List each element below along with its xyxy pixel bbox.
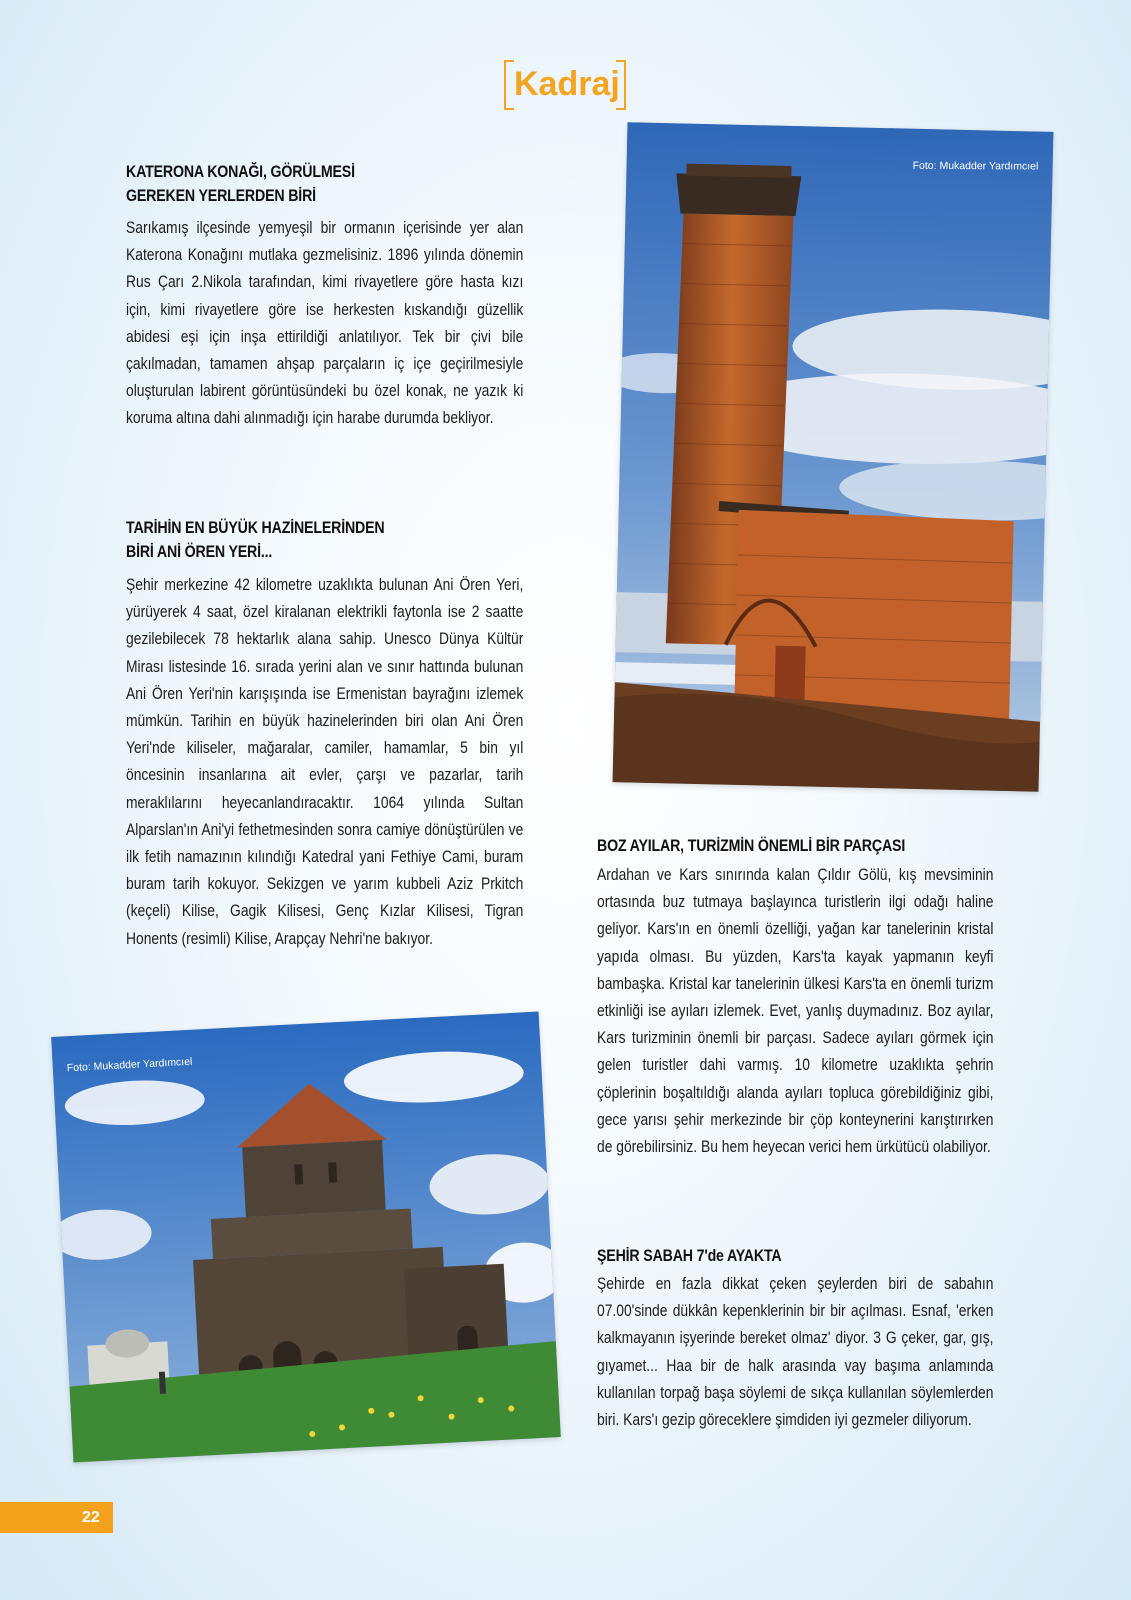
logo-text: Kadraj (514, 65, 620, 103)
minaret-photo (613, 122, 1054, 791)
heading-line: TARİHİN EN BÜYÜK HAZİNELERİNDEN (126, 519, 385, 537)
section-body-sehir-sabah: Şehirde en fazla dikkat çeken şeylerden biri de sabahın 07.00'sinde dükkân kepenklerinin bir bir açılması. Esnaf, 'erken kalkmayanın işyerinde bereket olmaz' diyor. 3 G çeker, gar, gış, gıyamet... Haa bir de halk arasında vay başıma anlamında kullanılan torpağ başa söylemi de sıkça kullanılan söylemlerden biri. Kars'ı gezip göreceklere şimdiden iyi gezmeler diliyorum. (597, 1275, 994, 1430)
section-body-ani: Şehir merkezine 42 kilometre uzaklıkta bulunan Ani Ören Yeri, yürüyerek 4 saat, özel kiralanan elektrikli faytonla ise 2 saatte gezilebilecek 78 hektarlık alana sahip. Unesco Dünya Kültür Mirası listesinde 16. sırada yerini alan ve sınır hattında bulunan Ani Ören Yeri'nin karışışında ise Ermenistan bayrağını izlemek mümkün. Tarihin en büyük hazinelerinden biri olan Ani Ören Yeri'nde kiliseler, mağaralar, camiler, hamamlar, 5 bin yıl öncesinin insanlarına ait evler, çarşı ve pazarlar, tarih meraklılarını heyecanlandıracaktır. 1064 yılında Sultan Alparslan'ın Ani'yi fethetmesinden sonra camiye dönüştürülen ve ilk fetih namazının kılındığı Katedral yani Fethiye Cami, buram buram tarih kokuyor. Sekizgen ve yarım kubbeli Aziz Prkitch (keçeli) Kilise, Gagik Kilisesi, Genç Kızlar Kilisesi, Tigran Honents (resimli) Kilise, Arapçay Nehri'ne bakıyor. (126, 576, 524, 948)
section-body-boz-ayilar: Ardahan ve Kars sınırında kalan Çıldır Gölü, kış mevsiminin ortasında buz tutmaya başlayınca turistlerin ilgi odağı haline geliyor. Kars'ın en önemli özelliği, yağan kar tanelerinin kristal yapıda olması. Bu yüzden, Kars'ta kayak yapmanın keyfi bambaşka. Kristal kar tanelerinin ülkesi Kars'ta en önemli turizm etkinliği ise ayıları izlemek. Evet, yanlış duymadınız. Boz ayılar, Kars turizminin önemli bir parçası. Sadece ayıları görmek için gelen turistler dahi varmış. 10 kilometre uzaklıkta şehrin çöplerinin boşaltıldığı alanda ayıları topluca görebildiğiniz gibi, gece yarısı şehir merkezinde bir çöp konteynerini karıştırırken de görebilirsiniz. Bu hem heyecan verici hem ürkütücü olabiliyor. (597, 866, 994, 1157)
section-heading-sehir-sabah: ŞEHİR SABAH 7'de AYAKTA (597, 1247, 782, 1265)
section-heading-ani (126, 516, 470, 564)
minaret-illustration (613, 122, 1054, 791)
kadraj-logo (504, 58, 626, 110)
logo-bracket-left (504, 60, 514, 110)
section-body-katerona: Sarıkamış ilçesinde yemyeşil bir ormanın içerisinde yer alan Katerona Konağını mutlaka gezmelisiniz. 1896 yılında dönemin Rus Çarı 2.Nikola tarafından, kimi rivayetlere göre hasta kızı için, kimi rivayetlere göre ise herkesten kıskandığı güzellik abidesi eşi için inşa ettirildiği anlatılıyor. Tek bir çivi bile çakılmadan, tamamen ahşap parçaların iç içe geçirilmesiyle oluşturulan labirent görüntüsündeki bu özel konak, ne yazık ki koruma altına dahi alınmadığı için harabe durumda bekliyor. (126, 219, 524, 428)
heading-line: KATERONA KONAĞI, GÖRÜLMESİ (126, 163, 355, 181)
section-heading-boz-ayilar: BOZ AYILAR, TURİZMİN ÖNEMLİ BİR PARÇASI (597, 837, 906, 855)
photo-credit: Foto: Mukadder Yardımcıel (912, 159, 1039, 173)
church-photo (51, 1012, 561, 1463)
church-illustration (51, 1012, 561, 1463)
heading-line: BİRİ ANİ ÖREN YERİ... (126, 543, 273, 561)
section-heading-katerona (126, 160, 470, 208)
page-number: 22 (0, 1502, 113, 1533)
heading-line: GEREKEN YERLERDEN BİRİ (126, 187, 316, 205)
photo-credit: Foto: Mukadder Yardımcıel (66, 1055, 193, 1075)
